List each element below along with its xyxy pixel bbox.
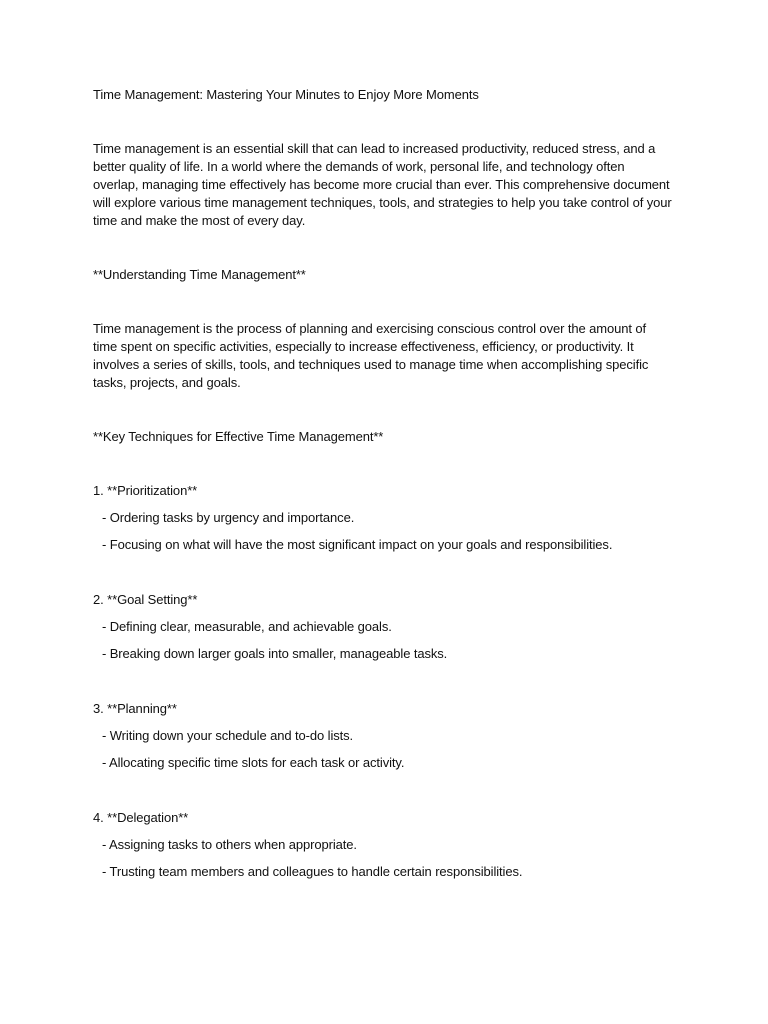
- spacer: [93, 230, 673, 266]
- spacer: [93, 772, 673, 809]
- technique-bullet: - Trusting team members and colleagues to handle certain responsibilities.: [102, 864, 523, 879]
- technique-goal-setting: [93, 591, 673, 663]
- spacer: [93, 104, 673, 140]
- technique-title: 3. **Planning**: [93, 701, 177, 716]
- technique-bullet: - Breaking down larger goals into smaller, manageable tasks.: [102, 646, 448, 661]
- document-title: Time Management: Mastering Your Minutes to Enjoy More Moments: [93, 87, 479, 102]
- technique-delegation: [93, 809, 673, 881]
- section-heading-key-techniques: **Key Techniques for Effective Time Management**: [93, 429, 384, 444]
- technique-title: 1. **Prioritization**: [93, 483, 198, 498]
- intro-paragraph: Time management is an essential skill that can lead to increased productivity, reduced stress, and a better quality of life. In a world where the demands of work, personal life, and technology often overlap, managing time effectively has become more crucial than ever. This comprehensive document will explore various time management techniques, tools, and strategies to help you take control of your time and make the most of every day.: [93, 141, 672, 228]
- spacer: [93, 446, 673, 482]
- spacer: [93, 663, 673, 700]
- technique-title: 4. **Delegation**: [93, 810, 189, 825]
- document-content: [93, 86, 673, 881]
- section-heading-understanding: **Understanding Time Management**: [93, 267, 306, 282]
- technique-bullet: - Focusing on what will have the most significant impact on your goals and responsibilities.: [102, 537, 613, 552]
- technique-bullet: - Ordering tasks by urgency and importance.: [102, 510, 355, 525]
- technique-bullet: - Writing down your schedule and to-do lists.: [102, 728, 354, 743]
- technique-title: 2. **Goal Setting**: [93, 592, 198, 607]
- technique-bullet: - Allocating specific time slots for each task or activity.: [102, 755, 405, 770]
- technique-planning: [93, 700, 673, 772]
- technique-bullet: - Defining clear, measurable, and achievable goals.: [102, 619, 392, 634]
- spacer: [93, 554, 673, 591]
- understanding-paragraph: Time management is the process of planning and exercising conscious control over the amount of time spent on specific activities, especially to increase effectiveness, efficiency, or productivity. It involves a series of skills, tools, and techniques used to manage time when accomplishing specific tasks, projects, and goals.: [93, 321, 649, 390]
- spacer: [93, 284, 673, 320]
- technique-prioritization: [93, 482, 673, 554]
- spacer: [93, 392, 673, 428]
- technique-bullet: - Assigning tasks to others when appropriate.: [102, 837, 357, 852]
